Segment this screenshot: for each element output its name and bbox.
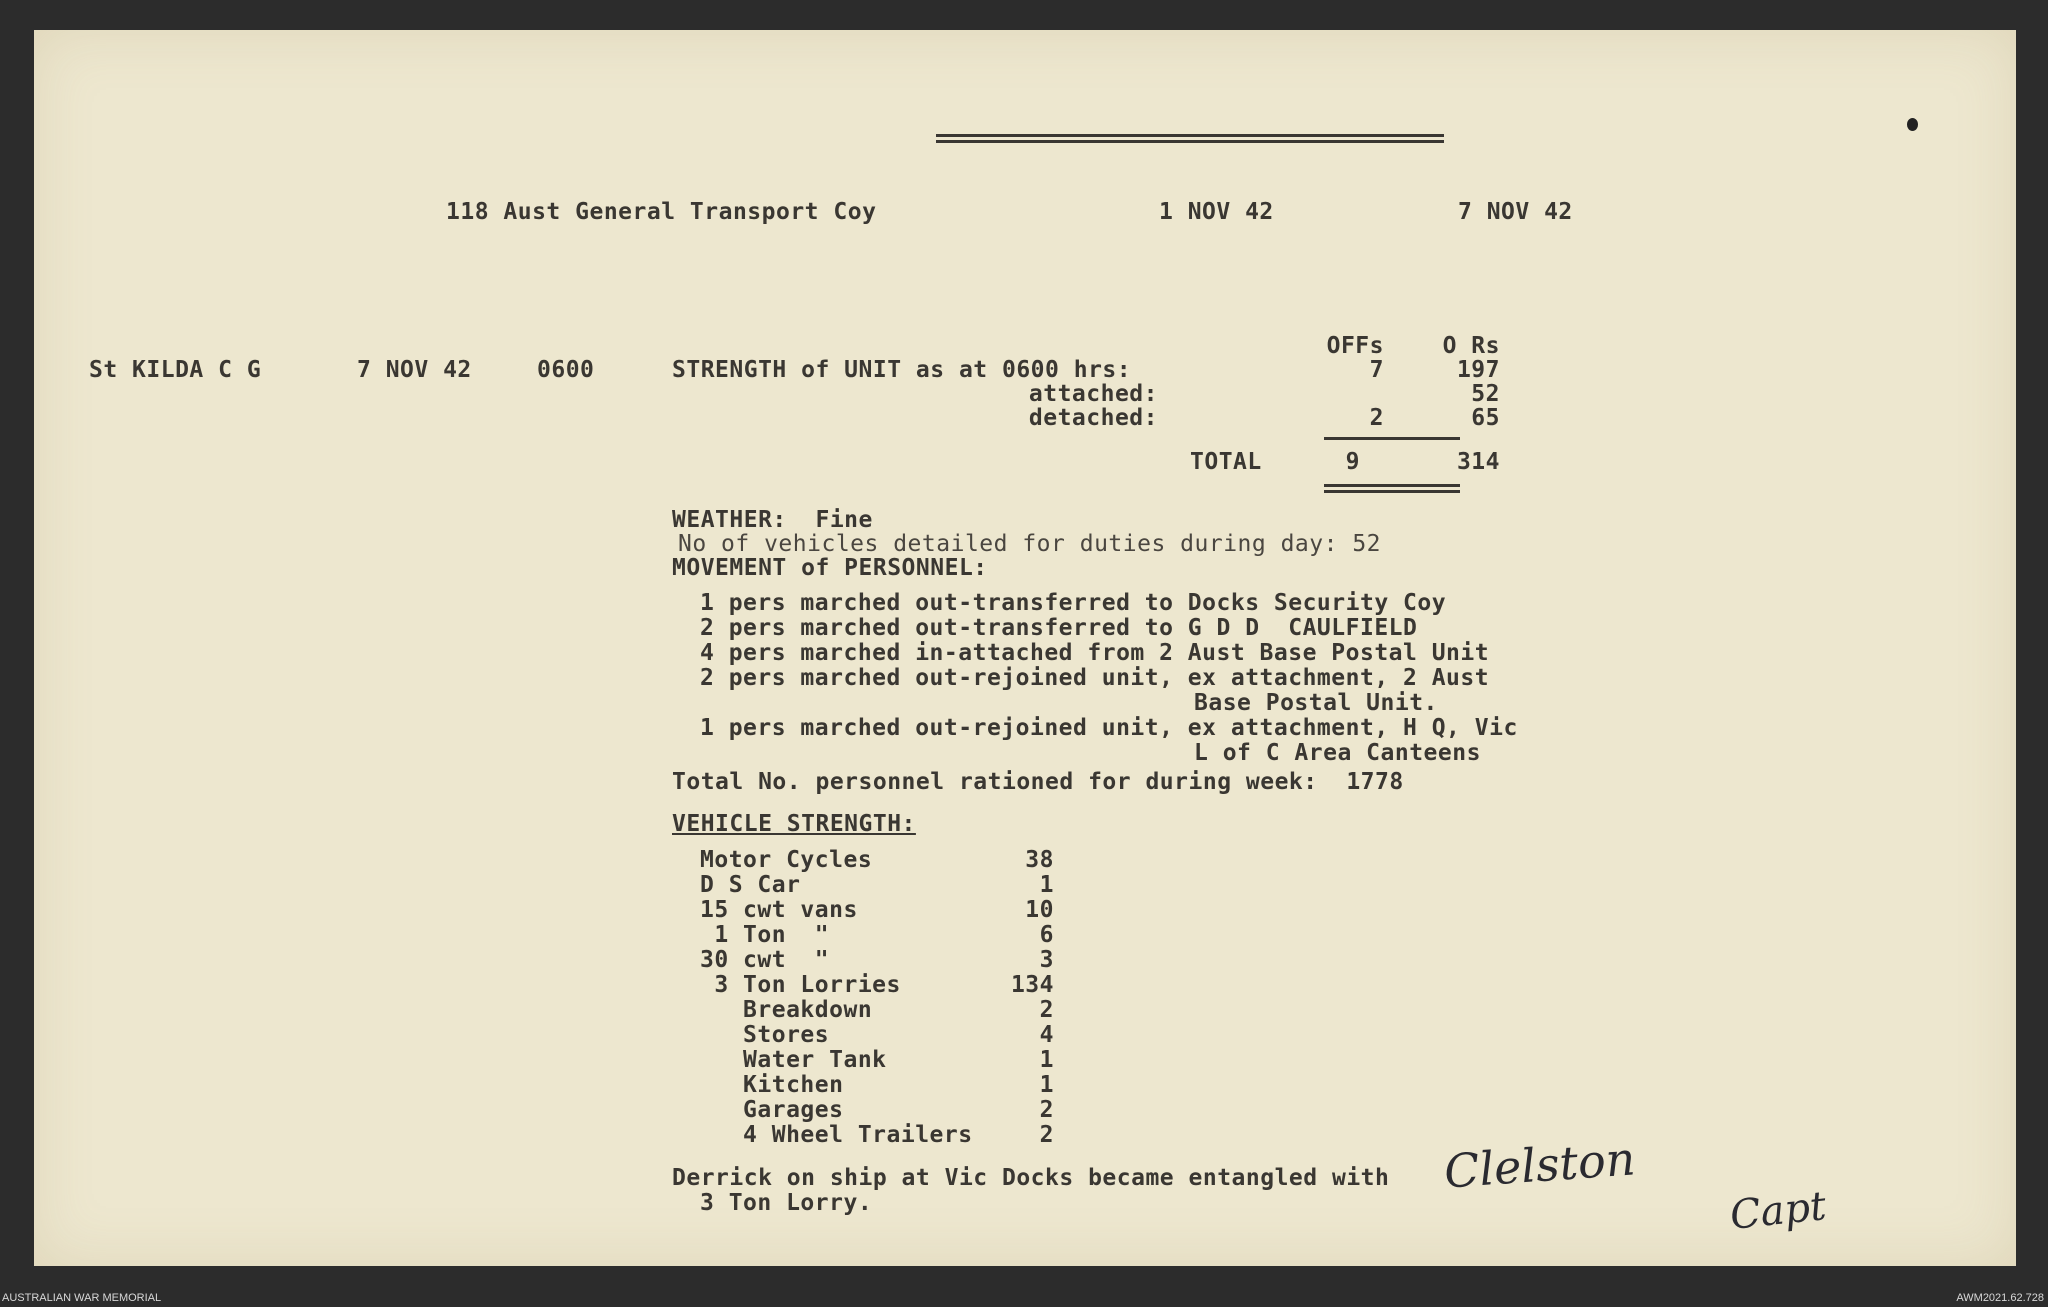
vehicle-count: 2 <box>1039 1122 1054 1148</box>
document-page <box>34 30 2016 1266</box>
vehicle-label: 4 Wheel Trailers <box>700 1122 973 1148</box>
total-double-rule <box>1324 490 1460 493</box>
vehicle-count: 2 <box>1039 997 1054 1023</box>
movement-line: 4 pers marched in-attached from 2 Aust Base Postal Unit <box>700 640 1490 666</box>
movement-line: L of C Area Canteens <box>1194 740 1481 766</box>
vehicle-label: Breakdown <box>700 997 873 1023</box>
entry-date: 7 NOV 42 <box>357 357 472 383</box>
detached-offs: 2 <box>1369 405 1384 431</box>
total-ors: 314 <box>1456 449 1500 475</box>
footer-id: AWM2021.62.728 <box>1956 1292 2044 1304</box>
vehicle-count: 1 <box>1039 1047 1054 1073</box>
col-ors-header: O Rs <box>1442 333 1500 359</box>
movement-line: 2 pers marched out-transferred to G D D CAULFIELD <box>700 615 1418 641</box>
vehicle-label: D S Car <box>700 872 801 898</box>
movement-line: 1 pers marched out-rejoined unit, ex attachment, H Q, Vic <box>700 715 1518 741</box>
vehicle-strength-heading: VEHICLE STRENGTH: <box>672 811 916 837</box>
vehicle-label: Garages <box>700 1097 844 1123</box>
incident-line-1: Derrick on ship at Vic Docks became entangled with <box>672 1165 1390 1191</box>
total-offs: 9 <box>1345 449 1360 475</box>
top-rule <box>936 140 1444 143</box>
vehicle-label: Kitchen <box>700 1072 844 1098</box>
total-label: TOTAL <box>1190 449 1262 475</box>
rationed-total: Total No. personnel rationed for during week: 1778 <box>672 769 1404 795</box>
strength-offs: 7 <box>1369 357 1384 383</box>
date-to: 7 NOV 42 <box>1458 199 1573 225</box>
detached-ors: 65 <box>1471 405 1500 431</box>
punch-mark <box>1907 118 1918 131</box>
vehicle-label: Water Tank <box>700 1047 887 1073</box>
signature-rank: Capt <box>1727 1183 1829 1239</box>
footer-credit: AUSTRALIAN WAR MEMORIAL <box>2 1292 162 1304</box>
movement-line: 2 pers marched out-rejoined unit, ex attachment, 2 Aust <box>700 665 1490 691</box>
date-from: 1 NOV 42 <box>1159 199 1274 225</box>
vehicle-count: 6 <box>1039 922 1054 948</box>
vehicle-count: 38 <box>1025 847 1054 873</box>
vehicle-label: Motor Cycles <box>700 847 873 873</box>
vehicle-count: 3 <box>1039 947 1054 973</box>
movement-line: Base Postal Unit. <box>1194 690 1438 716</box>
vehicle-count: 10 <box>1025 897 1054 923</box>
col-offs-header: OFFs <box>1326 333 1384 359</box>
vehicle-label: Stores <box>700 1022 830 1048</box>
vehicle-count: 1 <box>1039 1072 1054 1098</box>
vehicle-label: 15 cwt vans <box>700 897 858 923</box>
vehicles-detailed: No of vehicles detailed for duties during day: 52 <box>678 531 1382 557</box>
vehicle-label: 30 cwt " <box>700 947 830 973</box>
entry-time: 0600 <box>537 357 595 383</box>
incident-line-2: 3 Ton Lorry. <box>700 1190 873 1216</box>
vehicle-label: 1 Ton " <box>700 922 830 948</box>
signature: Clelston <box>1442 1131 1637 1199</box>
movement-line: 1 pers marched out-transferred to Docks Security Coy <box>700 590 1447 616</box>
vehicle-count: 2 <box>1039 1097 1054 1123</box>
unit-name: 118 Aust General Transport Coy <box>446 199 877 225</box>
attached-label: attached: <box>1028 381 1158 407</box>
top-rule <box>936 134 1444 137</box>
total-rule <box>1324 437 1460 440</box>
vehicle-count: 1 <box>1039 872 1054 898</box>
detached-label: detached: <box>1028 405 1158 431</box>
attached-ors: 52 <box>1471 381 1500 407</box>
strength-title: STRENGTH of UNIT as at 0600 hrs: <box>672 357 1132 383</box>
entry-place: St KILDA C G <box>89 357 262 383</box>
movement-heading: MOVEMENT of PERSONNEL: <box>672 555 988 581</box>
vehicle-count: 134 <box>1010 972 1054 998</box>
weather: WEATHER: Fine <box>672 507 873 533</box>
vehicle-label: 3 Ton Lorries <box>700 972 901 998</box>
strength-ors: 197 <box>1456 357 1500 383</box>
vehicle-count: 4 <box>1039 1022 1054 1048</box>
total-double-rule <box>1324 484 1460 487</box>
